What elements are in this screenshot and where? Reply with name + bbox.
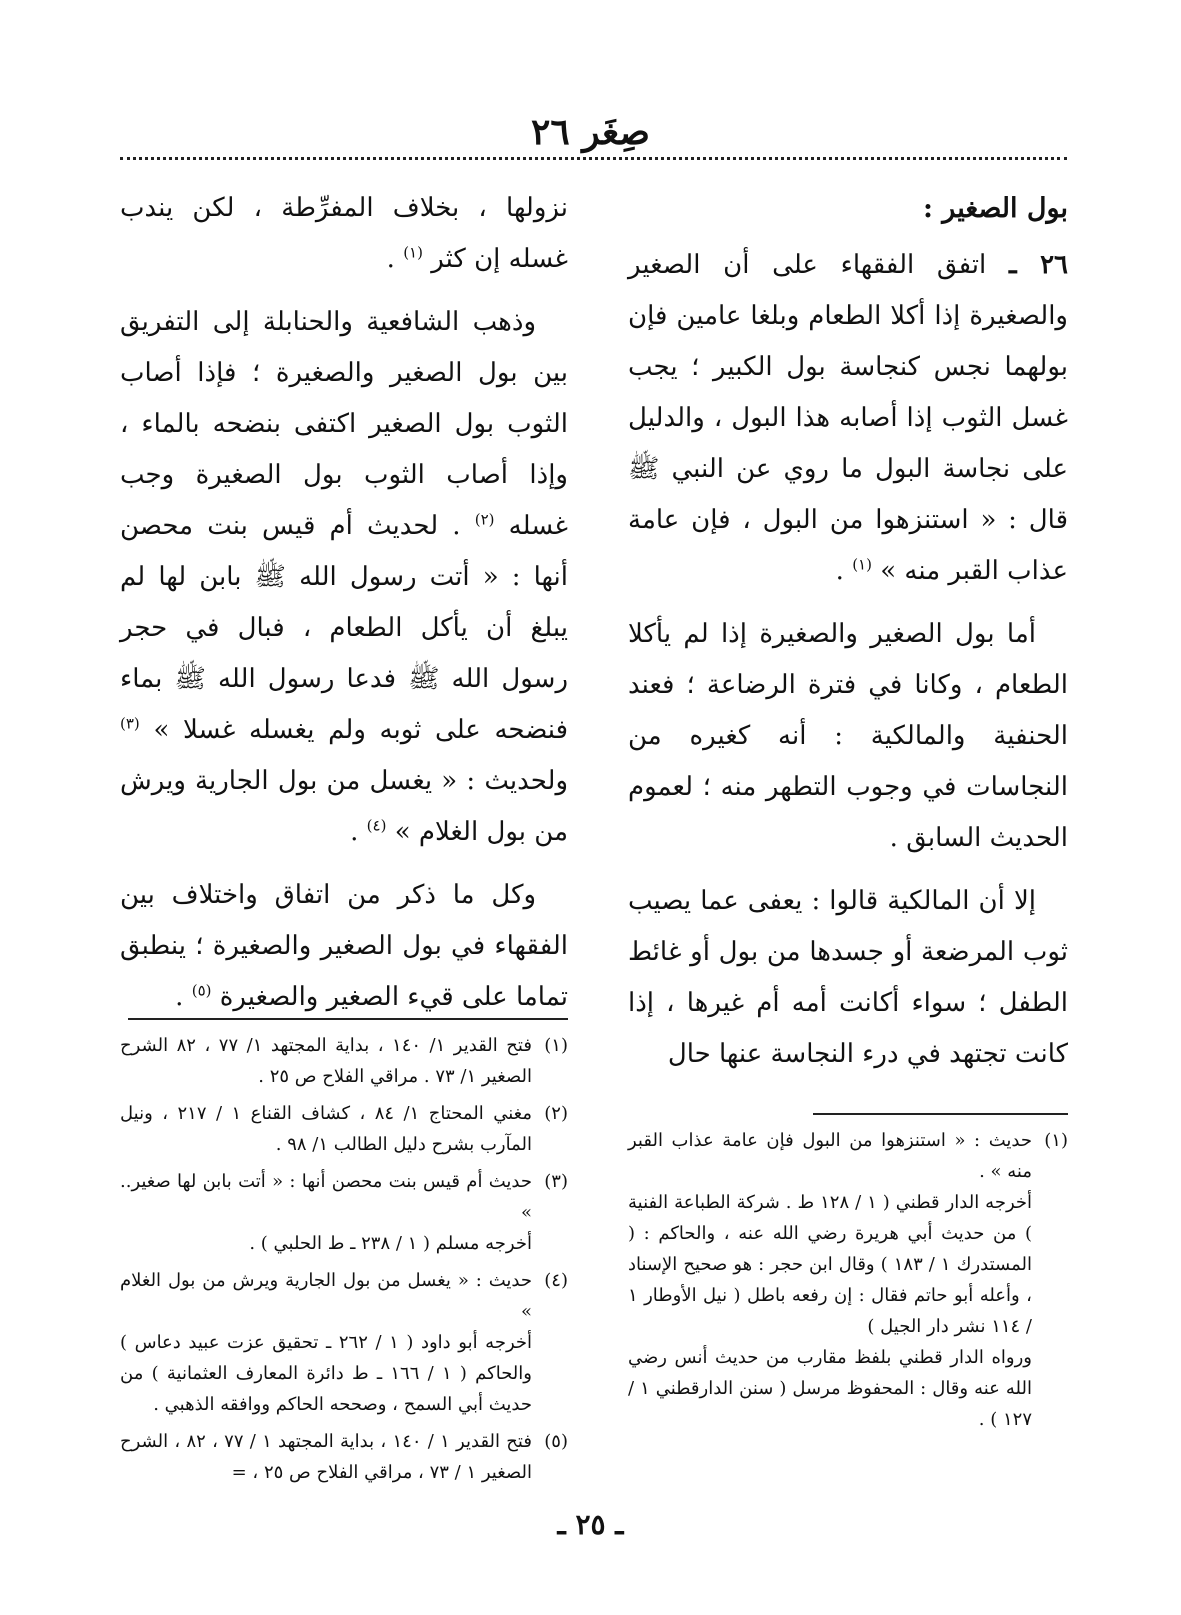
paragraph-text: إلا أن المالكية قالوا : يعفى عما يصيب ثوب المرضعة أو جسدها من بول أو غائط الطفل ؛ سواء أكانت أمه أم غيرها ، إذا كانت تجتهد في درء النجاسة عنها حال: [628, 886, 1068, 1069]
page-number: ـ ٢٥ ـ: [557, 1508, 624, 1541]
paragraph: [120, 297, 568, 858]
footnote-ref[interactable]: (٢): [474, 510, 495, 529]
footnote-item: [120, 1098, 568, 1160]
footnote-item: [120, 1030, 568, 1092]
footnote-line: فتح القدير ١/ ١٤٠ ، بداية المجتهد ١/ ٧٧ ، ٨٢ الشرح الصغير ١/ ٧٣ . مراقي الفلاح ص ٢٥ .: [120, 1035, 532, 1087]
footnote-number: (٣): [544, 1171, 568, 1192]
paragraph-number: ٢٦ ـ: [1008, 250, 1068, 280]
footnote-item: [120, 1265, 568, 1420]
paragraph-text: وذهب الشافعية والحنابلة إلى التفريق بين بول الصغير والصغيرة ؛ فإذا أصاب الثوب بول الصغير اكتفى بنضحه بالماء ، وإذا أصاب الثوب بول الصغيرة وجب غسله: [120, 307, 568, 541]
footnote-line: أخرجه الدار قطني ( ١ / ١٢٨ ط . شركة الطباعة الفنية ) من حديث أبي هريرة رضي الله عنه ، والحاكم : ( المستدرك ١ / ١٨٣ ) وقال ابن حجر : هو صحيح الإسناد ، وأعله أبو حاتم فقال : إن رفعه باطل ( نيل الأوطار ١ / ١١٤ نشر دار الجيل ): [628, 1192, 1033, 1337]
footnote-text: [120, 1166, 532, 1259]
paragraph-text: أما بول الصغير والصغيرة إذا لم يأكلا الطعام ، وكانا في فترة الرضاعة ؛ فعند الحنفية والمالكية : أنه كغيره من النجاسات في وجوب التطهر منه ؛ لعموم الحديث السابق .: [628, 619, 1068, 853]
left-column: [120, 183, 568, 1035]
footnote-ref[interactable]: (١): [852, 555, 872, 574]
paragraph: [628, 876, 1068, 1080]
paragraph: [120, 870, 568, 1023]
footnote-item: [120, 1166, 568, 1259]
footnote-number: (١): [1044, 1130, 1068, 1151]
footnote-number: (٢): [544, 1103, 568, 1124]
footnote-ref[interactable]: (١): [403, 243, 423, 262]
footnote-divider: [813, 1113, 1068, 1115]
footnote-number: (٥): [544, 1431, 568, 1452]
footnote-text: [120, 1426, 532, 1488]
footnote-text: [628, 1125, 1032, 1435]
paragraph-tail: .: [386, 244, 395, 274]
footnote-line: ورواه الدار قطني بلفظ مقارب من حديث أنس رضي الله عنه وقال : المحفوظ مرسل ( سنن الدارقطني ١ / ١٢٧ ) .: [628, 1347, 1032, 1430]
footnotes-right: [628, 1113, 1068, 1441]
paragraph: [120, 183, 568, 285]
footnote-text: [120, 1265, 532, 1420]
footnote-ref[interactable]: (٥): [191, 981, 212, 1000]
footnote-ref[interactable]: (٤): [366, 816, 387, 835]
paragraph: [628, 609, 1068, 864]
footnote-item: [120, 1426, 568, 1488]
page-header-title: صِغَر ٢٦: [530, 111, 650, 153]
paragraph-text: وكل ما ذكر من اتفاق واختلاف بين الفقهاء في بول الصغير والصغيرة ؛ ينطبق تماما على قيء الصغير والصغيرة: [120, 880, 568, 1012]
paragraph-tail: . لحديث أم قيس بنت محصن أنها : « أتت رسول الله ﷺ بابن لها لم يبلغ أن يأكل الطعام ، فبال في حجر رسول الله ﷺ فدعا رسول الله ﷺ بماء فنضحه على ثوبه ولم يغسله غسلا »: [120, 511, 569, 745]
paragraph-text: اتفق الفقهاء على أن الصغير والصغيرة إذا أكلا الطعام وبلغا عامين فإن بولهما نجس كنجاسة بول الكبير ؛ يجب غسل الثوب إذا أصابه هذا البول ، والدليل على نجاسة البول ما روي عن النبي ﷺ قال : « استنزهوا من البول ، فإن عامة عذاب القبر منه »: [628, 250, 1068, 586]
footnote-text: [120, 1030, 532, 1092]
paragraph-tail: .: [175, 982, 184, 1012]
footnote-item: [628, 1125, 1068, 1435]
footnote-number: (١): [544, 1035, 568, 1056]
section-heading: بول الصغير :: [922, 193, 1068, 224]
footnote-ref[interactable]: (٣): [120, 714, 140, 733]
footnote-line: فتح القدير ١ / ١٤٠ ، بداية المجتهد ١ / ٧٧ ، ٨٢ ، الشرح الصغير ١ / ٧٣ ، مراقي الفلاح ص ٢٥ ، =: [120, 1431, 532, 1483]
paragraph-tail: .: [835, 556, 844, 586]
footnotes-left: [120, 1018, 568, 1494]
footnote-line: مغني المحتاج ١/ ٨٤ ، كشاف القناع ١ / ٢١٧ ، ونيل المآرب بشرح دليل الطالب ١/ ٩٨ .: [120, 1103, 532, 1155]
footnote-divider: [128, 1018, 568, 1020]
footnote-line: حديث : « استنزهوا من البول فإن عامة عذاب القبر منه » .: [628, 1130, 1032, 1182]
footnote-line: أخرجه مسلم ( ١ / ٢٣٨ ـ ط الحلبي ) .: [249, 1233, 532, 1254]
footnote-number: (٤): [544, 1270, 568, 1291]
paragraph: [628, 240, 1068, 597]
footnote-text: [120, 1098, 532, 1160]
footnote-line: حديث : « يغسل من بول الجارية ويرش من بول الغلام »: [120, 1270, 532, 1322]
header-dotted-divider: [120, 157, 1067, 160]
paragraph-text: نزولها ، بخلاف المفرِّطة ، لكن يندب غسله إن كثر: [120, 193, 568, 274]
right-column: [628, 183, 1068, 1092]
footnote-line: حديث أم قيس بنت محصن أنها : « أتت بابن لها صغير.. »: [120, 1171, 532, 1223]
paragraph-tail: ولحديث : « يغسل من بول الجارية ويرش من بول الغلام »: [120, 766, 568, 847]
paragraph-tail: .: [350, 817, 359, 847]
footnote-line: أخرجه أبو داود ( ١ / ٢٦٢ ـ تحقيق عزت عبيد دعاس ) والحاكم ( ١ / ١٦٦ ـ ط دائرة المعارف العثمانية ) من حديث أبي السمح ، وصححه الحاكم ووافقه الذهبي .: [120, 1332, 533, 1415]
